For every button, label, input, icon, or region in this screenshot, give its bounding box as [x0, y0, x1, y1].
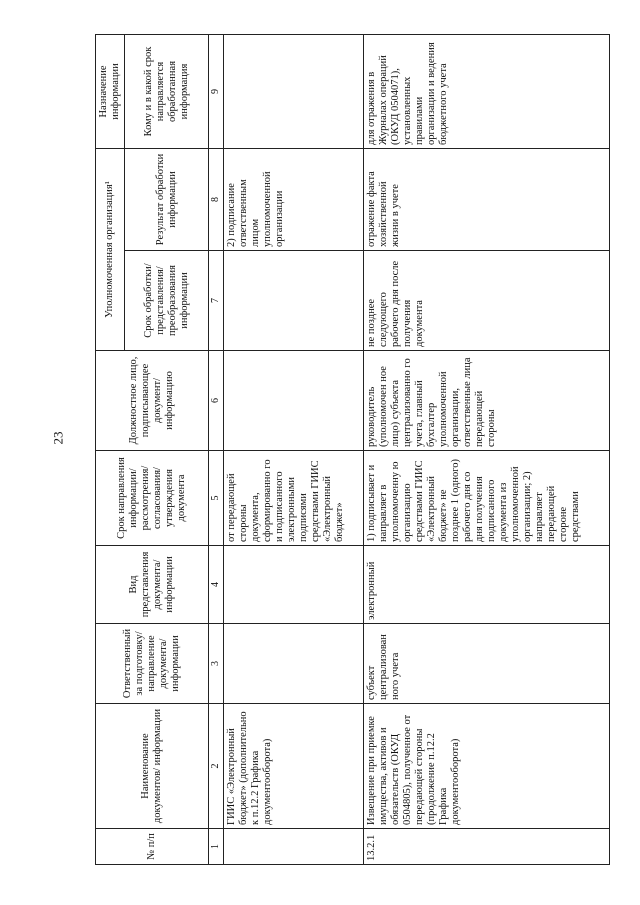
- cell-recipient: [224, 35, 364, 149]
- rotated-table-stage: [95, 35, 610, 865]
- cell-document-name: Извещение при приемке имущества, активов и обязательств (ОКУД 0504805), полученное от передающей стороны (продолжение п.12.2 Графика документооборота): [364, 704, 610, 829]
- cell-document-name: ГИИС «Электронный бюджет» (дополнительно к п.12.2 Графика документооборота): [224, 704, 364, 829]
- cell-processing-result: отражение факта хозяйственной жизни в учете: [364, 149, 610, 251]
- cell-signing-official: [224, 351, 364, 451]
- header-recipient: Кому и в какой срок направляется обработанная информация: [125, 35, 209, 149]
- header-group-information-purpose: Назначение информации: [96, 35, 125, 149]
- column-number: 2: [209, 704, 224, 829]
- cell-number: 13.2.1: [364, 829, 610, 865]
- column-number: 1: [209, 829, 224, 865]
- header-processing-deadline: Срок обработки/ представления/ преобразования информации: [125, 251, 209, 351]
- rotated-table-wrapper: [95, 35, 610, 865]
- cell-deadline: от передающей стороны документа, сформированно го и подписанного электронными подписями средствами ГИИС «Электронный бюджет»: [224, 451, 364, 546]
- header-responsible: Ответственный за подготовку/ направление документа/ информации: [96, 624, 209, 704]
- column-number: 8: [209, 149, 224, 251]
- cell-processing-deadline: [224, 251, 364, 351]
- table-row: [364, 35, 610, 865]
- cell-number: [224, 829, 364, 865]
- header-signing-official: Должностное лицо, подписывающее документ/ информацию: [96, 351, 209, 451]
- header-deadline: Срок направления информации/ рассмотрения/ согласования/ утверждения документа: [96, 451, 209, 546]
- column-number: 3: [209, 624, 224, 704]
- cell-processing-deadline: не позднее следующего рабочего дня после получения документа: [364, 251, 610, 351]
- column-number: 5: [209, 451, 224, 546]
- cell-recipient: для отражения в Журналах операций (ОКУД 0504071), установленных правилами организации и ведения бюджетного учета: [364, 35, 610, 149]
- header-representation-type: Вид представления документа/ информации: [96, 546, 209, 624]
- header-group-authorized-org: Уполномоченная организация¹: [96, 149, 125, 351]
- cell-signing-official: руководитель (уполномочен ное лицо) субъекта централизованно го учета, главный бухгалтер уполномоченной организации, ответственные лица передающей стороны: [364, 351, 610, 451]
- header-number: № п/п: [96, 829, 209, 865]
- column-number: 4: [209, 546, 224, 624]
- table-row: [224, 35, 364, 865]
- header-processing-result: Результат обработки информации: [125, 149, 209, 251]
- cell-deadline: 1) подписывает и направляет в уполномоченну ю организацию средствами ГИИС «Электронный бюджет» не позднее 1 (одного) рабочего дня со дня получения подписанного документа из уполномоченной организации; 2) направляет передающей стороне средствами: [364, 451, 610, 546]
- cell-processing-result: 2) подписание ответственным лицом уполномоченной организации: [224, 149, 364, 251]
- page-number: 23: [50, 431, 66, 445]
- cell-responsible: [224, 624, 364, 704]
- header-document-name: Наименование документов/ информации: [96, 704, 209, 829]
- cell-responsible: субъект централизован ного учета: [364, 624, 610, 704]
- cell-representation-type: [224, 546, 364, 624]
- document-flow-table: [95, 34, 610, 865]
- cell-representation-type: электронный: [364, 546, 610, 624]
- column-number: 7: [209, 251, 224, 351]
- column-number: 6: [209, 351, 224, 451]
- column-number: 9: [209, 35, 224, 149]
